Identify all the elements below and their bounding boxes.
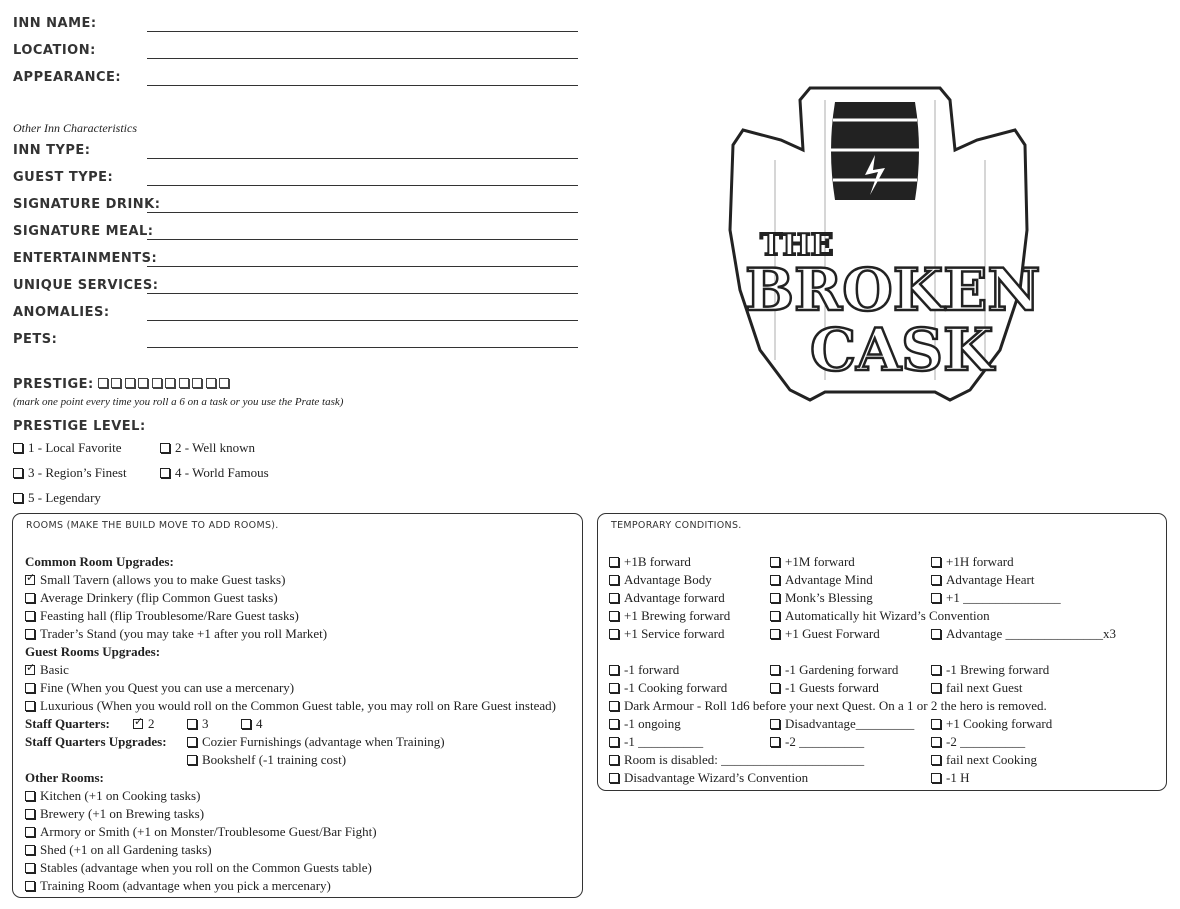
logo-cask: CASK (810, 316, 994, 384)
temp-condition[interactable] (770, 662, 898, 678)
item-label: Trader’s Stand (you may take +1 after you roll Market) (40, 626, 328, 641)
item-label: -1 ongoing (624, 716, 681, 731)
item-label: Training Room (advantage when you pick a mercenary) (40, 878, 331, 893)
temp-condition[interactable] (931, 662, 1049, 678)
other-field-6-input[interactable] (147, 320, 578, 321)
item-label: Advantage Body (624, 572, 712, 587)
checkbox-icon[interactable] (187, 755, 197, 765)
prestige-box[interactable] (192, 378, 202, 388)
item-label: Automatically hit Wizard’s Convention (785, 608, 990, 623)
checkbox-icon[interactable] (25, 593, 35, 603)
checkbox-icon[interactable] (609, 575, 619, 585)
checkbox-icon[interactable] (25, 863, 35, 873)
item-label: 5 - Legendary (28, 490, 101, 505)
temp-condition[interactable] (609, 608, 730, 624)
checkbox-icon[interactable] (25, 629, 35, 639)
field-2-input[interactable] (147, 85, 578, 86)
other-rooms-heading: Other Rooms: (25, 770, 104, 785)
checkbox-icon[interactable] (25, 611, 35, 621)
item-label: -2 __________ (785, 734, 865, 749)
checkbox-icon[interactable] (770, 557, 780, 567)
checkbox-icon[interactable] (770, 575, 780, 585)
logo-broken: BROKEN (745, 256, 1041, 324)
item-label: Basic (40, 662, 69, 677)
prestige-box[interactable] (206, 378, 216, 388)
other-room-option[interactable] (25, 788, 200, 804)
other-field-6-label: ANOMALIES: (13, 305, 110, 320)
checkbox-icon[interactable] (13, 493, 23, 503)
field-2-label: APPEARANCE: (13, 70, 122, 85)
checkbox-icon[interactable] (25, 845, 35, 855)
prestige-box[interactable] (111, 378, 121, 388)
checked-box-icon[interactable] (25, 665, 35, 675)
temporary-conditions-panel (597, 513, 1167, 791)
temp-condition[interactable] (609, 770, 808, 786)
checkbox-icon[interactable] (609, 557, 619, 567)
item-label: +1B forward (624, 554, 691, 569)
barrel-icon (831, 102, 919, 200)
item-label: Feasting hall (flip Troublesome/Rare Guest tasks) (40, 608, 299, 623)
checkbox-icon[interactable] (160, 443, 170, 453)
prestige-level-option[interactable] (13, 490, 101, 506)
common-room-option[interactable] (25, 572, 285, 588)
prestige-box[interactable] (152, 378, 162, 388)
prestige-box[interactable] (219, 378, 229, 388)
temp-condition[interactable] (770, 572, 873, 588)
other-field-0-label: INN TYPE: (13, 143, 91, 158)
checkbox-icon[interactable] (931, 719, 941, 729)
checkbox-icon[interactable] (609, 773, 619, 783)
item-label: Average Drinkery (flip Common Guest tasks) (40, 590, 278, 605)
temp-condition[interactable] (931, 716, 1052, 732)
temp-condition[interactable] (931, 752, 1037, 768)
item-label: +1 Brewing forward (624, 608, 731, 623)
guest-room-option[interactable] (25, 662, 69, 678)
temp-condition[interactable] (609, 572, 712, 588)
temp-condition[interactable] (609, 698, 1047, 714)
checkbox-icon[interactable] (609, 629, 619, 639)
temp-condition[interactable] (609, 734, 703, 750)
field-0-input[interactable] (147, 31, 578, 32)
prestige-box[interactable] (98, 378, 108, 388)
temp-condition[interactable] (770, 608, 990, 624)
other-field-0-input[interactable] (147, 158, 578, 159)
temp-condition[interactable] (609, 716, 681, 732)
checkbox-icon[interactable] (609, 593, 619, 603)
item-label: +1 Service forward (624, 626, 725, 641)
rooms-panel (12, 513, 583, 898)
other-room-option[interactable] (25, 824, 377, 840)
checkbox-icon[interactable] (931, 665, 941, 675)
item-label: -1 Cooking forward (624, 680, 728, 695)
guest-room-option[interactable] (25, 698, 556, 714)
checkbox-icon[interactable] (931, 755, 941, 765)
prestige-box[interactable] (125, 378, 135, 388)
checkbox-icon[interactable] (609, 611, 619, 621)
temp-condition[interactable] (770, 626, 880, 642)
item-label: Disadvantage_________ (785, 716, 915, 731)
checkbox-icon[interactable] (609, 719, 619, 729)
temp-condition[interactable] (931, 554, 1014, 570)
staff-level-option[interactable] (133, 716, 155, 732)
checkbox-icon[interactable] (609, 665, 619, 675)
checkbox-icon[interactable] (770, 611, 780, 621)
other-field-3-label: SIGNATURE MEAL: (13, 224, 154, 239)
checkbox-icon[interactable] (241, 719, 251, 729)
checkbox-icon[interactable] (25, 701, 35, 711)
item-label: Advantage forward (624, 590, 725, 605)
checkbox-icon[interactable] (160, 468, 170, 478)
checkbox-icon[interactable] (770, 683, 780, 693)
checkbox-icon[interactable] (770, 593, 780, 603)
staff-upgrade-option[interactable] (187, 752, 346, 768)
item-label: +1M forward (785, 554, 855, 569)
item-label: -1 __________ (624, 734, 704, 749)
item-label: 4 (256, 716, 263, 731)
item-label: -1 forward (624, 662, 680, 677)
other-field-4-label: ENTERTAINMENTS: (13, 251, 158, 266)
rooms-title: ROOMS (MAKE THE BUILD MOVE TO ADD ROOMS). (26, 520, 279, 531)
staff-level-option[interactable] (241, 716, 263, 732)
other-field-2-label: SIGNATURE DRINK: (13, 197, 161, 212)
prestige-track (13, 375, 233, 393)
item-label: 3 - Region’s Finest (28, 465, 127, 480)
checkbox-icon[interactable] (13, 443, 23, 453)
temp-condition[interactable] (609, 680, 727, 696)
checkbox-icon[interactable] (25, 881, 35, 891)
item-label: Advantage _______________x3 (946, 626, 1117, 641)
item-label: Kitchen (+1 on Cooking tasks) (40, 788, 201, 803)
temp-condition[interactable] (609, 662, 679, 678)
other-room-option[interactable] (25, 806, 204, 822)
prestige-level-option[interactable] (160, 440, 255, 456)
checkbox-icon[interactable] (609, 755, 619, 765)
item-label: +1 Guest Forward (785, 626, 880, 641)
other-room-option[interactable] (25, 860, 372, 876)
checkbox-icon[interactable] (187, 737, 197, 747)
item-label: Brewery (+1 on Brewing tasks) (40, 806, 205, 821)
checkbox-icon[interactable] (770, 737, 780, 747)
prestige-box[interactable] (179, 378, 189, 388)
item-label: Cozier Furnishings (advantage when Training) (202, 734, 445, 749)
item-label: 2 - Well known (175, 440, 255, 455)
temp-condition[interactable] (609, 554, 691, 570)
checkbox-icon[interactable] (931, 575, 941, 585)
item-label: Stables (advantage when you roll on the Common Guests table) (40, 860, 372, 875)
checked-box-icon[interactable] (25, 575, 35, 585)
checkbox-icon[interactable] (609, 701, 619, 711)
other-field-5-input[interactable] (147, 293, 578, 294)
common-room-option[interactable] (25, 590, 278, 606)
prestige-level-label: PRESTIGE LEVEL: (13, 419, 146, 434)
item-label: -2 __________ (946, 734, 1026, 749)
temp-condition[interactable] (609, 590, 725, 606)
checkbox-icon[interactable] (25, 683, 35, 693)
other-field-7-label: PETS: (13, 332, 58, 347)
other-field-3-input[interactable] (147, 239, 578, 240)
checkbox-icon[interactable] (187, 719, 197, 729)
other-field-1-label: GUEST TYPE: (13, 170, 114, 185)
staff-quarters-label: Staff Quarters: (25, 716, 110, 731)
checkbox-icon[interactable] (931, 593, 941, 603)
item-label: -1 Guests forward (785, 680, 879, 695)
prestige-level-option[interactable] (13, 440, 122, 456)
item-label: Small Tavern (allows you to make Guest tasks) (40, 572, 286, 587)
checked-box-icon[interactable] (133, 719, 143, 729)
prestige-box[interactable] (138, 378, 148, 388)
field-0-label: INN NAME: (13, 16, 97, 31)
broken-cask-logo (715, 80, 1045, 420)
field-1-label: LOCATION: (13, 43, 96, 58)
prestige-label: PRESTIGE: (13, 377, 94, 392)
temp-condition[interactable] (931, 734, 1025, 750)
item-label: -1 Gardening forward (785, 662, 899, 677)
temp-condition[interactable] (770, 554, 855, 570)
other-characteristics-heading: Other Inn Characteristics (13, 121, 137, 135)
temp-condition[interactable] (609, 626, 724, 642)
common-room-option[interactable] (25, 626, 327, 642)
prestige-note: (mark one point every time you roll a 6 on a task or you use the Prate task) (13, 396, 344, 408)
item-label: Disadvantage Wizard’s Convention (624, 770, 809, 785)
staff-upgrade-option[interactable] (187, 734, 445, 750)
other-field-2-input[interactable] (147, 212, 578, 213)
temp-condition[interactable] (931, 626, 1116, 642)
item-label: 4 - World Famous (175, 465, 269, 480)
temp-condition[interactable] (770, 590, 873, 606)
guest-room-option[interactable] (25, 680, 294, 696)
checkbox-icon[interactable] (931, 629, 941, 639)
temp-condition[interactable] (931, 770, 969, 786)
logo-the: THE (760, 228, 834, 263)
item-label: fail next Guest (946, 680, 1023, 695)
item-label: Luxurious (When you would roll on the Common Guest table, you may roll on Rare Guest instead) (40, 698, 556, 713)
field-1-input[interactable] (147, 58, 578, 59)
other-room-option[interactable] (25, 878, 331, 894)
temp-condition[interactable] (609, 752, 864, 768)
temp-condition[interactable] (931, 572, 1034, 588)
checkbox-icon[interactable] (609, 737, 619, 747)
item-label: Advantage Mind (785, 572, 873, 587)
item-label: Monk’s Blessing (785, 590, 873, 605)
checkbox-icon[interactable] (770, 719, 780, 729)
item-label: Bookshelf (-1 training cost) (202, 752, 347, 767)
item-label: 1 - Local Favorite (28, 440, 122, 455)
guest-rooms-heading: Guest Rooms Upgrades: (25, 644, 161, 659)
checkbox-icon[interactable] (609, 683, 619, 693)
temp-condition[interactable] (770, 716, 914, 732)
checkbox-icon[interactable] (770, 629, 780, 639)
item-label: -1 Brewing forward (946, 662, 1050, 677)
prestige-level-option[interactable] (160, 465, 269, 481)
staff-level-option[interactable] (187, 716, 209, 732)
item-label: Advantage Heart (946, 572, 1035, 587)
temp-condition[interactable] (931, 680, 1023, 696)
checkbox-icon[interactable] (931, 557, 941, 567)
prestige-box[interactable] (165, 378, 175, 388)
temp-condition[interactable] (770, 680, 879, 696)
common-room-option[interactable] (25, 608, 299, 624)
other-field-1-input[interactable] (147, 185, 578, 186)
prestige-level-option[interactable] (13, 465, 127, 481)
item-label: Shed (+1 on all Gardening tasks) (40, 842, 212, 857)
item-label: +1 Cooking forward (946, 716, 1053, 731)
checkbox-icon[interactable] (770, 665, 780, 675)
temporary-conditions-title: TEMPORARY CONDITIONS. (611, 520, 742, 531)
item-label: +1 _______________ (946, 590, 1061, 605)
checkbox-icon[interactable] (13, 468, 23, 478)
item-label: Fine (When you Quest you can use a mercenary) (40, 680, 295, 695)
other-room-option[interactable] (25, 842, 212, 858)
checkbox-icon[interactable] (931, 737, 941, 747)
item-label: Armory or Smith (+1 on Monster/Troublesome Guest/Bar Fight) (40, 824, 377, 839)
common-room-heading: Common Room Upgrades: (25, 554, 174, 569)
other-field-5-label: UNIQUE SERVICES: (13, 278, 159, 293)
item-label: fail next Cooking (946, 752, 1037, 767)
temp-condition[interactable] (770, 734, 864, 750)
checkbox-icon[interactable] (25, 809, 35, 819)
checkbox-icon[interactable] (931, 683, 941, 693)
staff-upgrades-label: Staff Quarters Upgrades: (25, 734, 167, 749)
checkbox-icon[interactable] (931, 773, 941, 783)
other-field-4-input[interactable] (147, 266, 578, 267)
item-label: Room is disabled: ______________________ (624, 752, 865, 767)
checkbox-icon[interactable] (25, 827, 35, 837)
item-label: +1H forward (946, 554, 1014, 569)
checkbox-icon[interactable] (25, 791, 35, 801)
item-label: 3 (202, 716, 209, 731)
item-label: 2 (148, 716, 155, 731)
item-label: Dark Armour - Roll 1d6 before your next Quest. On a 1 or 2 the hero is removed. (624, 698, 1047, 713)
item-label: -1 H (946, 770, 970, 785)
temp-condition[interactable] (931, 590, 1061, 606)
other-field-7-input[interactable] (147, 347, 578, 348)
